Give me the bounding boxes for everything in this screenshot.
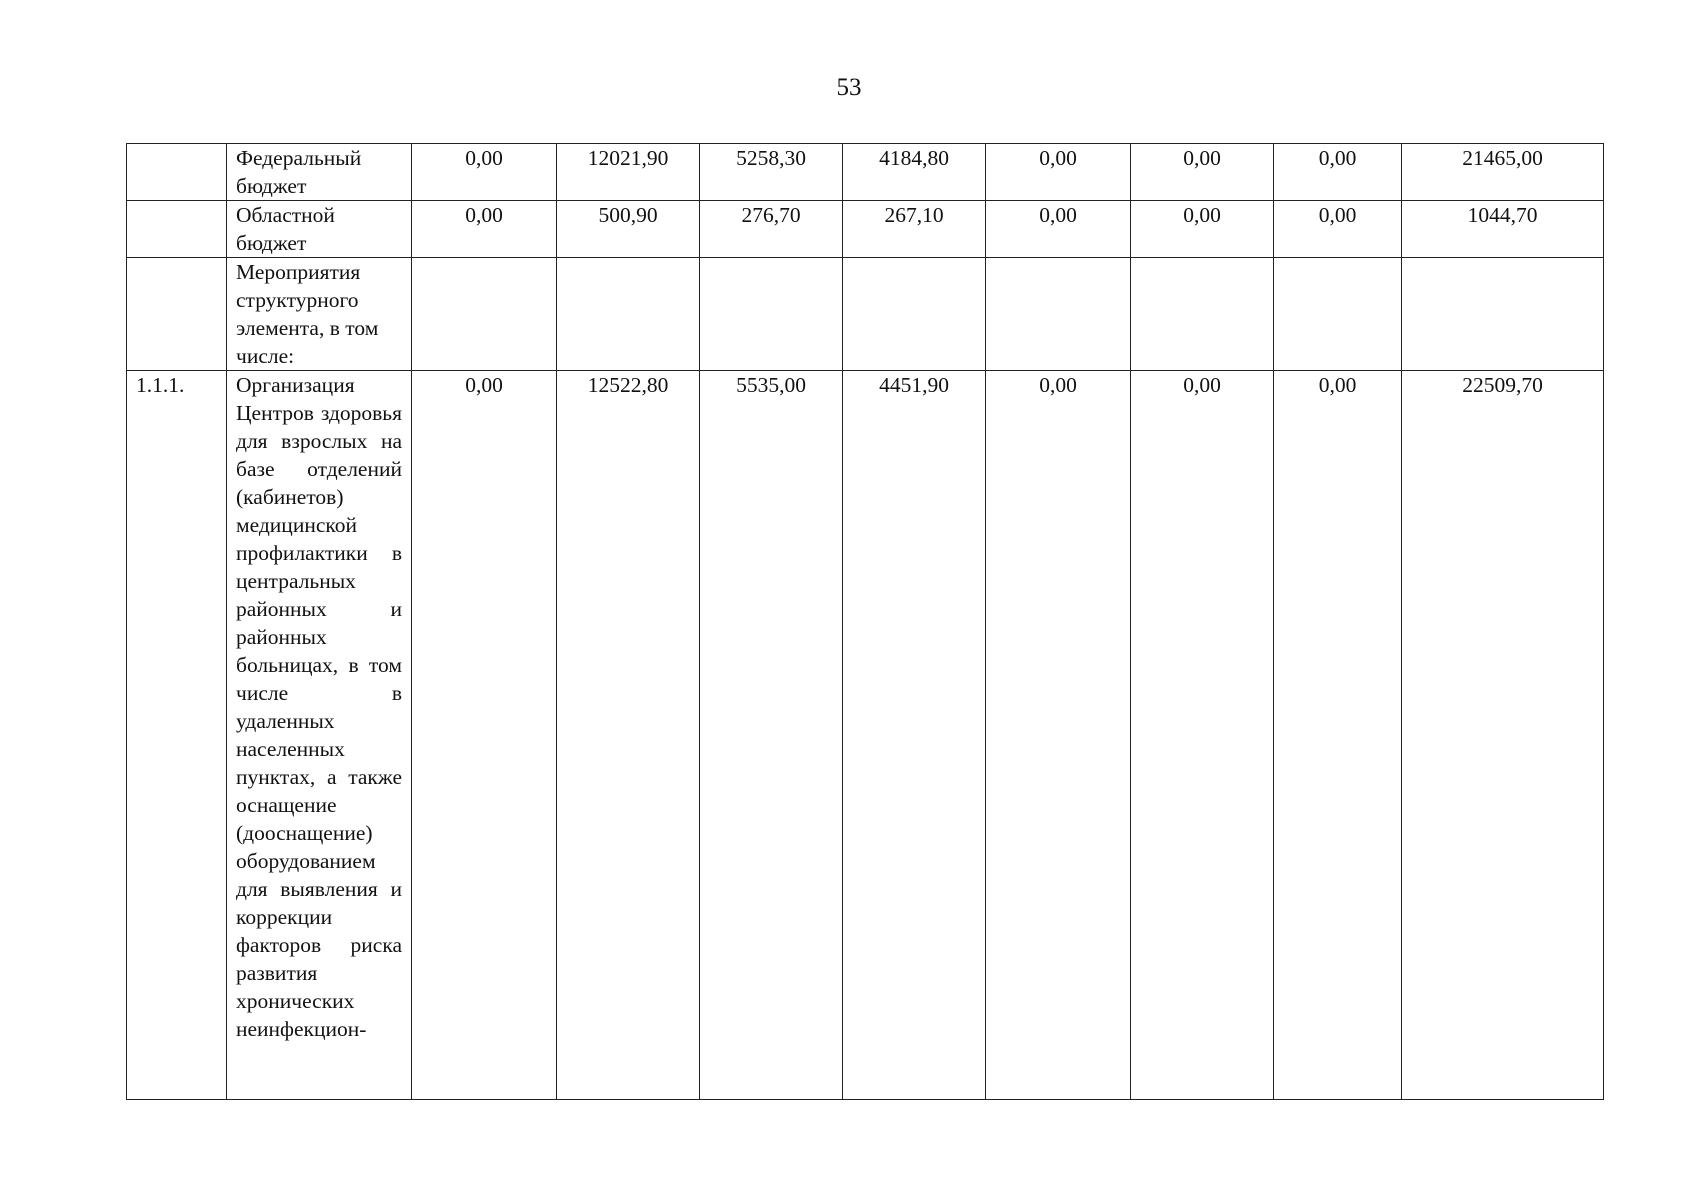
total-cell — [1402, 258, 1604, 371]
value-cell: 0,00 — [986, 201, 1131, 258]
total-cell: 21465,00 — [1402, 144, 1604, 201]
value-cell: 5535,00 — [700, 371, 843, 1100]
row-code-cell: 1.1.1. — [127, 371, 227, 1100]
value-cell: 0,00 — [1131, 371, 1274, 1100]
budget-table — [126, 143, 1604, 1100]
value-cell: 12021,90 — [557, 144, 700, 201]
page-number: 53 — [836, 74, 862, 101]
value-cell: 0,00 — [412, 371, 557, 1100]
value-cell — [986, 258, 1131, 371]
value-cell — [1131, 258, 1274, 371]
row-name-cell: Организация Центров здоровья для взрослых на базе отделений (кабинетов) медицинской профилактики в центральных районных и районных больницах, в том числе в удаленных населенных пунктах, а также оснащение (дооснащение) оборудованием для выявления и коррекции факторов риска развития хронических неинфекцион- — [227, 371, 412, 1100]
value-cell — [1274, 258, 1402, 371]
value-cell: 5258,30 — [700, 144, 843, 201]
value-cell: 4451,90 — [843, 371, 986, 1100]
table-row — [127, 144, 1604, 201]
table-row — [127, 258, 1604, 371]
value-cell: 0,00 — [1131, 201, 1274, 258]
row-code-cell — [127, 201, 227, 258]
row-code-cell — [127, 144, 227, 201]
value-cell: 0,00 — [986, 371, 1131, 1100]
value-cell: 0,00 — [412, 144, 557, 201]
row-name-cell: Областной бюджет — [227, 201, 412, 258]
value-cell: 0,00 — [412, 201, 557, 258]
value-cell — [412, 258, 557, 371]
value-cell: 0,00 — [986, 144, 1131, 201]
value-cell — [843, 258, 986, 371]
value-cell: 0,00 — [1274, 201, 1402, 258]
value-cell: 500,90 — [557, 201, 700, 258]
row-name-cell: Мероприятия структурного элемента, в том числе: — [227, 258, 412, 371]
row-code-cell — [127, 258, 227, 371]
value-cell — [557, 258, 700, 371]
total-cell: 22509,70 — [1402, 371, 1604, 1100]
value-cell: 4184,80 — [843, 144, 986, 201]
value-cell: 12522,80 — [557, 371, 700, 1100]
value-cell — [700, 258, 843, 371]
value-cell: 276,70 — [700, 201, 843, 258]
value-cell: 0,00 — [1274, 371, 1402, 1100]
total-cell: 1044,70 — [1402, 201, 1604, 258]
value-cell: 0,00 — [1274, 144, 1402, 201]
table-row — [127, 201, 1604, 258]
table-row — [127, 371, 1604, 1100]
value-cell: 267,10 — [843, 201, 986, 258]
row-name-cell: Федеральный бюджет — [227, 144, 412, 201]
value-cell: 0,00 — [1131, 144, 1274, 201]
